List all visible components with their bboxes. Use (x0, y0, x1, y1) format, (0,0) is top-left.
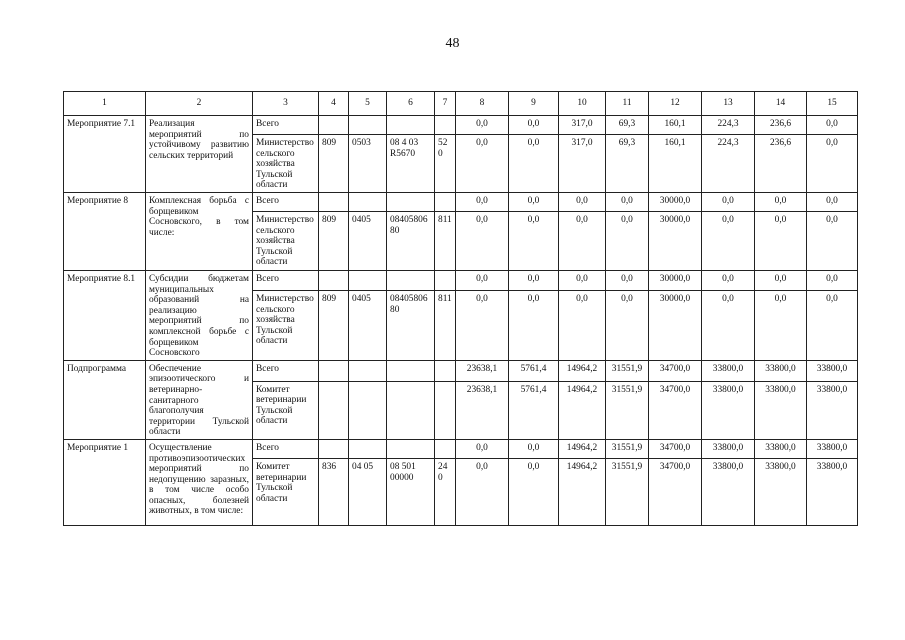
value-cell: 30000,0 (649, 271, 702, 291)
value-cell: 0,0 (755, 271, 807, 291)
value-cell: 0,0 (509, 271, 559, 291)
empty-cell (387, 360, 435, 381)
value-cell: 0,0 (509, 439, 559, 458)
empty-cell (435, 360, 456, 381)
value-cell: 0,0 (606, 193, 649, 212)
empty-cell (319, 360, 349, 381)
empty-cell (435, 439, 456, 458)
code-cell: 240 (435, 458, 456, 525)
value-cell: 30000,0 (649, 193, 702, 212)
activity-cell: Мероприятие 1 (64, 439, 146, 525)
value-cell: 0,0 (509, 291, 559, 361)
value-cell: 317,0 (559, 116, 606, 135)
value-cell: 33800,0 (807, 381, 858, 439)
value-cell: 0,0 (807, 116, 858, 135)
value-cell: 14964,2 (559, 458, 606, 525)
header-cell: 7 (435, 92, 456, 116)
header-cell: 9 (509, 92, 559, 116)
value-cell: 34700,0 (649, 458, 702, 525)
empty-cell (319, 116, 349, 135)
value-cell: 0,0 (702, 212, 755, 271)
value-cell: 224,3 (702, 135, 755, 193)
value-cell: 33800,0 (807, 458, 858, 525)
total-label-cell: Всего (253, 439, 319, 458)
header-cell: 15 (807, 92, 858, 116)
value-cell: 0,0 (702, 193, 755, 212)
empty-cell (435, 271, 456, 291)
code-cell: 08 501 00000 (387, 458, 435, 525)
value-cell: 0,0 (807, 135, 858, 193)
empty-cell (349, 193, 387, 212)
code-cell: 04 05 (349, 458, 387, 525)
value-cell: 0,0 (606, 291, 649, 361)
header-cell: 2 (146, 92, 253, 116)
page-number: 48 (445, 36, 460, 51)
code-cell: 836 (319, 458, 349, 525)
header-row (64, 92, 858, 116)
value-cell: 0,0 (606, 212, 649, 271)
value-cell: 0,0 (755, 193, 807, 212)
description-cell: Осуществление противоэпизоотических мероприятий по недопущению заразных, в том числе особо опасных, болезней животных, в том числе: (146, 439, 253, 525)
value-cell: 34700,0 (649, 360, 702, 381)
header-cell: 11 (606, 92, 649, 116)
value-cell: 33800,0 (702, 381, 755, 439)
department-cell: Комитет ветеринарии Тульской области (253, 381, 319, 439)
value-cell: 0,0 (755, 291, 807, 361)
value-cell: 0,0 (509, 116, 559, 135)
value-cell: 34700,0 (649, 381, 702, 439)
value-cell: 0,0 (456, 458, 509, 525)
value-cell: 0,0 (755, 212, 807, 271)
header-cell: 1 (64, 92, 146, 116)
empty-cell (349, 439, 387, 458)
value-cell: 0,0 (559, 193, 606, 212)
value-cell: 33800,0 (702, 360, 755, 381)
value-cell: 69,3 (606, 135, 649, 193)
value-cell: 0,0 (456, 439, 509, 458)
value-cell: 5761,4 (509, 381, 559, 439)
code-cell: 08405806 80 (387, 212, 435, 271)
table-row-total (64, 439, 858, 458)
header-cell: 12 (649, 92, 702, 116)
code-cell: 0405 (349, 212, 387, 271)
empty-cell (349, 360, 387, 381)
value-cell: 0,0 (807, 291, 858, 361)
value-cell: 33800,0 (755, 381, 807, 439)
header-cell: 4 (319, 92, 349, 116)
department-cell: Министерство сельского хозяйства Тульской области (253, 135, 319, 193)
value-cell: 31551,9 (606, 381, 649, 439)
code-cell: 811 (435, 291, 456, 361)
value-cell: 0,0 (807, 212, 858, 271)
header-cell: 5 (349, 92, 387, 116)
value-cell: 5761,4 (509, 360, 559, 381)
code-cell: 809 (319, 212, 349, 271)
activity-cell: Мероприятие 8.1 (64, 271, 146, 361)
description-cell: Комплексная борьба с борщевиком Сосновского, в том числе: (146, 193, 253, 271)
department-cell: Министерство сельского хозяйства Тульской области (253, 212, 319, 271)
value-cell: 0,0 (559, 271, 606, 291)
table-row-total (64, 360, 858, 381)
value-cell: 317,0 (559, 135, 606, 193)
value-cell: 14964,2 (559, 381, 606, 439)
value-cell: 33800,0 (807, 439, 858, 458)
value-cell: 0,0 (807, 271, 858, 291)
code-cell: 520 (435, 135, 456, 193)
code-cell: 809 (319, 135, 349, 193)
total-label-cell: Всего (253, 360, 319, 381)
table-row-total (64, 193, 858, 212)
total-label-cell: Всего (253, 116, 319, 135)
value-cell: 33800,0 (755, 458, 807, 525)
department-cell: Комитет ветеринарии Тульской области (253, 458, 319, 525)
value-cell: 33800,0 (755, 360, 807, 381)
table-row-total (64, 116, 858, 135)
value-cell: 0,0 (456, 116, 509, 135)
total-label-cell: Всего (253, 193, 319, 212)
code-cell: 0405 (349, 291, 387, 361)
value-cell: 0,0 (702, 291, 755, 361)
value-cell: 34700,0 (649, 439, 702, 458)
code-cell (387, 381, 435, 439)
value-cell: 160,1 (649, 116, 702, 135)
empty-cell (319, 193, 349, 212)
value-cell: 236,6 (755, 135, 807, 193)
value-cell: 0,0 (456, 212, 509, 271)
value-cell: 33800,0 (702, 458, 755, 525)
code-cell (435, 381, 456, 439)
value-cell: 23638,1 (456, 360, 509, 381)
value-cell: 33800,0 (755, 439, 807, 458)
code-cell: 811 (435, 212, 456, 271)
value-cell: 0,0 (559, 291, 606, 361)
value-cell: 236,6 (755, 116, 807, 135)
code-cell (319, 381, 349, 439)
header-cell: 8 (456, 92, 509, 116)
value-cell: 0,0 (702, 271, 755, 291)
value-cell: 30000,0 (649, 291, 702, 361)
value-cell: 0,0 (509, 135, 559, 193)
department-cell: Министерство сельского хозяйства Тульской области (253, 291, 319, 361)
value-cell: 0,0 (807, 193, 858, 212)
value-cell: 69,3 (606, 116, 649, 135)
value-cell: 31551,9 (606, 439, 649, 458)
code-cell: 08405806 80 (387, 291, 435, 361)
value-cell: 0,0 (509, 212, 559, 271)
value-cell: 33800,0 (702, 439, 755, 458)
header-cell: 14 (755, 92, 807, 116)
code-cell: 809 (319, 291, 349, 361)
activity-cell: Мероприятие 7.1 (64, 116, 146, 193)
empty-cell (387, 271, 435, 291)
header-cell: 3 (253, 92, 319, 116)
header-cell: 10 (559, 92, 606, 116)
value-cell: 30000,0 (649, 212, 702, 271)
value-cell: 31551,9 (606, 360, 649, 381)
value-cell: 0,0 (606, 271, 649, 291)
empty-cell (387, 116, 435, 135)
value-cell: 0,0 (509, 193, 559, 212)
empty-cell (319, 271, 349, 291)
empty-cell (387, 439, 435, 458)
value-cell: 0,0 (559, 212, 606, 271)
value-cell: 0,0 (456, 193, 509, 212)
empty-cell (435, 193, 456, 212)
empty-cell (349, 271, 387, 291)
header-cell: 6 (387, 92, 435, 116)
value-cell: 33800,0 (807, 360, 858, 381)
empty-cell (435, 116, 456, 135)
empty-cell (319, 439, 349, 458)
value-cell: 160,1 (649, 135, 702, 193)
value-cell: 0,0 (456, 271, 509, 291)
header-cell: 13 (702, 92, 755, 116)
value-cell: 23638,1 (456, 381, 509, 439)
empty-cell (387, 193, 435, 212)
total-label-cell: Всего (253, 271, 319, 291)
description-cell: Реализация мероприятий по устойчивому развитию сельских территорий (146, 116, 253, 193)
code-cell: 08 4 03 R5670 (387, 135, 435, 193)
description-cell: Субсидии бюджетам муниципальных образований на реализацию мероприятий по комплексной борьбе с борщевиком Сосновского (146, 271, 253, 361)
code-cell (349, 381, 387, 439)
value-cell: 0,0 (509, 458, 559, 525)
value-cell: 31551,9 (606, 458, 649, 525)
budget-table (63, 91, 858, 526)
value-cell: 0,0 (456, 291, 509, 361)
code-cell: 0503 (349, 135, 387, 193)
activity-cell: Подпрограмма (64, 360, 146, 439)
value-cell: 14964,2 (559, 360, 606, 381)
empty-cell (349, 116, 387, 135)
activity-cell: Мероприятие 8 (64, 193, 146, 271)
value-cell: 0,0 (456, 135, 509, 193)
value-cell: 14964,2 (559, 439, 606, 458)
description-cell: Обеспечение эпизоотического и ветеринарно-санитарного благополучия территории Тульской области (146, 360, 253, 439)
value-cell: 224,3 (702, 116, 755, 135)
table-row-total (64, 271, 858, 291)
